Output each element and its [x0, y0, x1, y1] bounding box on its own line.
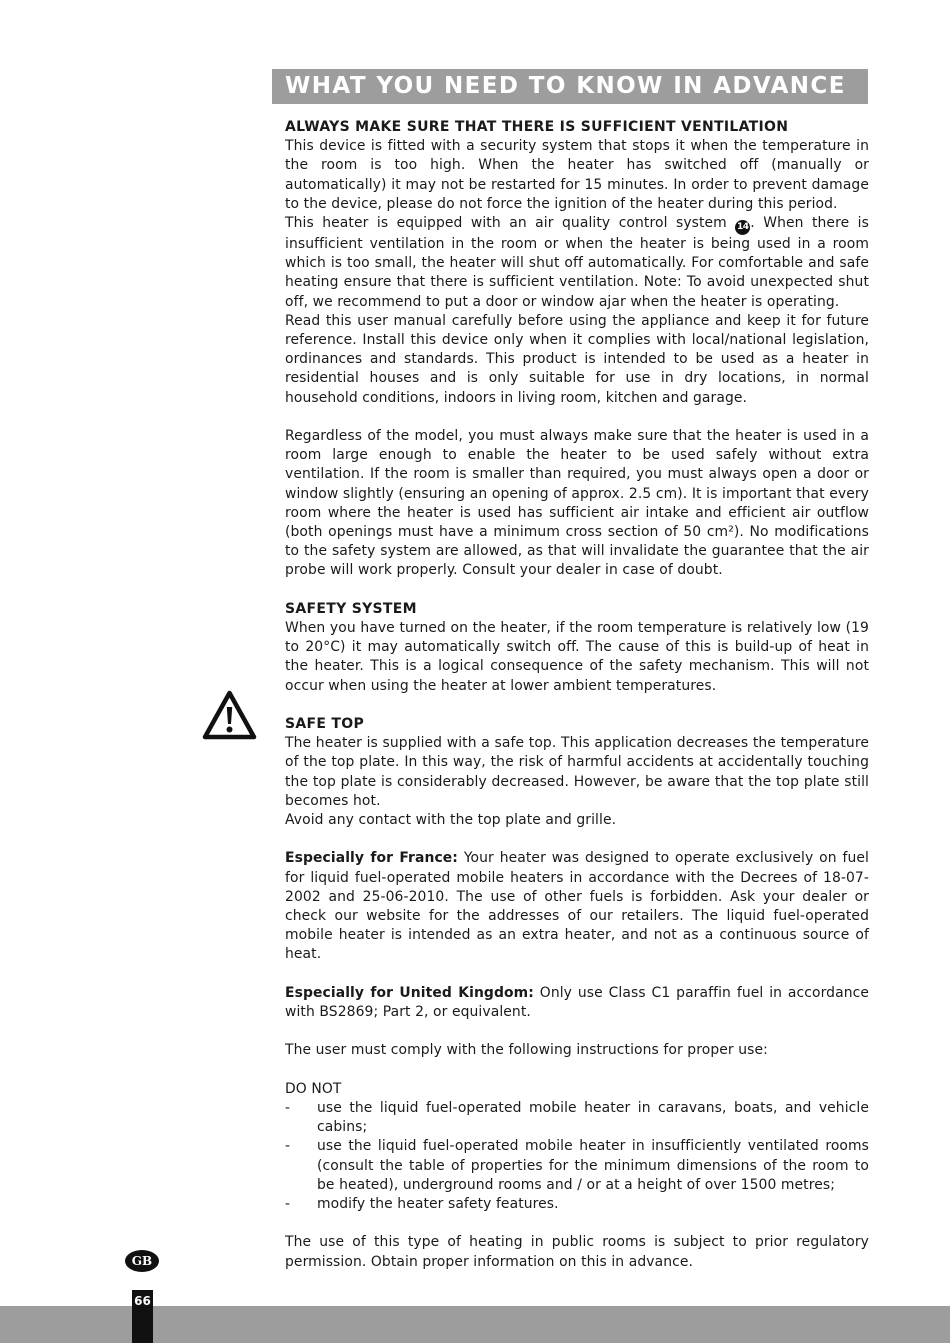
safety-system-paragraph: When you have turned on the heater, if the room temperature is relatively low (19 to 20°C) it may automatically switch off. The cause of this is build-up of heat in the heater. This is a logical consequence of the safety mechanism. This will not occur when using the heater at lower ambient temperatures.: [285, 620, 869, 694]
list-dash: -: [285, 1138, 291, 1155]
list-dash: -: [285, 1100, 291, 1117]
uk-paragraph: [285, 984, 869, 1022]
warning-triangle-icon: [202, 690, 257, 740]
page-number: 66: [132, 1290, 153, 1343]
ventilation-paragraph-4: Regardless of the model, you must always make sure that the heater is used in a room large enough to enable the heater to be used safely without extra ventilation. If the room is smaller than required, you must always open a door or window slightly (ensuring an opening of approx. 2.5 cm). It is important that every room where the heater is used has sufficient air intake and efficient air outflow (both openings must have a minimum cross section of 50 cm²). No modifications to the safety system are allowed, as that will invalidate the guarantee that the air probe will work properly. Consult your dealer in case of doubt.: [285, 428, 869, 579]
list-item-text: use the liquid fuel-operated mobile heater in insufficiently ventilated rooms (consult the table of properties for the minimum dimensions of the room to be heated), underground rooms and / or at a height of over 1500 metres;: [317, 1138, 869, 1193]
france-paragraph: [285, 849, 869, 964]
france-label: Especially for France:: [285, 850, 458, 867]
safe-top-paragraph-1: The heater is supplied with a safe top. This application decreases the temperature of the top plate. In this way, the risk of harmful accidents at accidentally touching the top plate is considerably decreased. However, be aware that the top plate still becomes hot.: [285, 735, 869, 809]
uk-text: Only use Class C1 paraffin fuel in accordance with BS2869; Part 2, or equivalent.: [285, 984, 870, 1021]
list-item: [285, 1137, 869, 1195]
page-title: WHAT YOU NEED TO KNOW IN ADVANCE: [272, 69, 868, 104]
reference-marker-14: 14: [735, 220, 750, 235]
ventilation-paragraph-1: This device is fitted with a security system that stops it when the temperature in the room is too high. When the heater has switched off (manually or automatically) it may not be restarted for 15 minutes. In order to prevent damage to the device, please do not force the ignition of the heater during this period.: [285, 138, 869, 212]
list-item: [285, 1195, 869, 1214]
ventilation-p2-start: This heater is equipped with an air quality control system: [285, 215, 736, 232]
uk-label: Especially for United Kingdom:: [285, 984, 534, 1001]
list-item-text: use the liquid fuel-operated mobile heater in caravans, boats, and vehicle cabins;: [317, 1100, 869, 1136]
safety-system-heading: SAFETY SYSTEM: [285, 600, 417, 617]
safe-top-paragraph-2: Avoid any contact with the top plate and grille.: [285, 812, 617, 829]
ventilation-paragraph-3: Read this user manual carefully before using the appliance and keep it for future reference. Install this device only when it complies with local/national legislation, ordinances and standards. This product is intended to be used as a heater in residential houses and is only suitable for use in dry locations, in normal household conditions, indoors in living room, kitchen and garage.: [285, 312, 869, 406]
language-badge: GB: [125, 1250, 159, 1272]
list-item-text: modify the heater safety features.: [317, 1196, 559, 1213]
do-not-list: [285, 1099, 869, 1214]
main-content: [285, 118, 869, 1272]
ventilation-paragraph-2: [285, 214, 869, 312]
do-not-label: DO NOT: [285, 1080, 342, 1097]
list-item: [285, 1099, 869, 1137]
ventilation-heading: ALWAYS MAKE SURE THAT THERE IS SUFFICIENT VENTILATION: [285, 119, 789, 135]
ventilation-p2-end: . When there is insufficient ventilation in the room or when the heater is being used in a room which is too small, the heater will shut off automatically. For comfortable and safe heating ensure that there is sufficient ventilation. Note: To avoid unexpected shut off, we recommend to put a door or window ajar when the heater is operating.: [285, 215, 869, 310]
list-dash: -: [285, 1196, 291, 1213]
closing-paragraph: The use of this type of heating in public rooms is subject to prior regulatory permission. Obtain proper information on this in advance.: [285, 1234, 869, 1270]
safe-top-heading: SAFE TOP: [285, 716, 365, 733]
instructions-intro: The user must comply with the following instructions for proper use:: [285, 1042, 768, 1059]
france-text: Your heater was designed to operate exclusively on fuel for liquid fuel-operated mobile heaters in accordance with the Decrees of 18-07-2002 and 25-06-2010. The use of other fuels is forbidden. Ask your dealer or check our website for the addresses of our retailers. The liquid fuel-operated mobile heater is intended as an extra heater, and not as a continuous source of heat.: [285, 850, 869, 963]
